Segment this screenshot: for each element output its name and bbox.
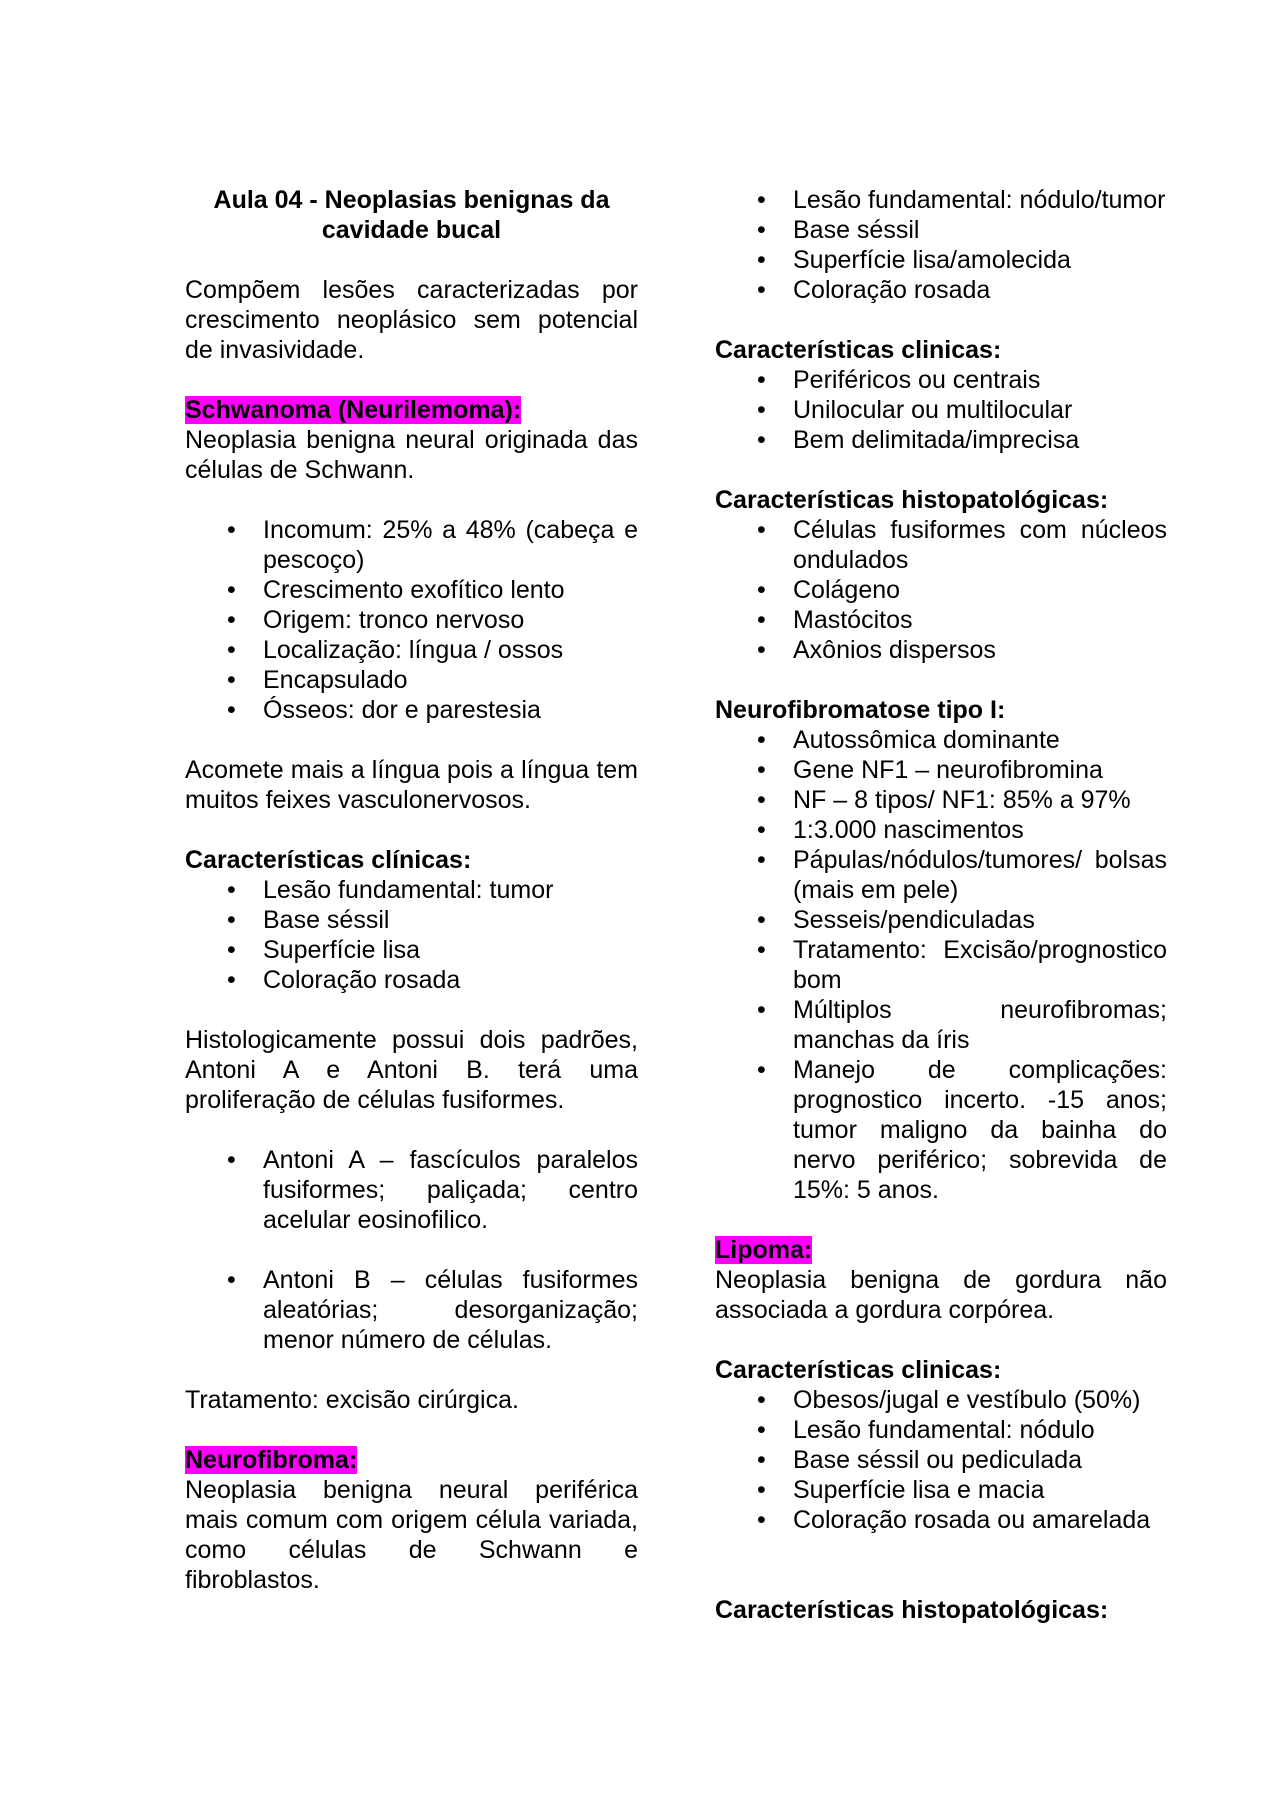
list-item: • Sesseis/pendiculadas: [715, 905, 1167, 935]
intro-paragraph: Compõem lesões caracterizadas por crescimento neoplásico sem potencial de invasividade.: [185, 276, 638, 364]
list-item: • Superfície lisa/amolecida: [715, 245, 1167, 275]
schwanoma-heading: Schwanoma (Neurilemoma):: [185, 396, 522, 424]
list-item: • Múltiplos neurofibromas; manchas da íris: [715, 995, 1167, 1055]
neurofibromatose-list: [715, 725, 1167, 1205]
right-histo-list: [715, 515, 1167, 665]
list-item: • Axônios dispersos: [715, 635, 1167, 665]
list-item: • Coloração rosada: [715, 275, 1167, 305]
antoni-a-list: [185, 1145, 638, 1235]
list-item: • Periféricos ou centrais: [715, 365, 1167, 395]
tratamento-paragraph: Tratamento: excisão cirúrgica.: [185, 1386, 519, 1414]
list-item: • Unilocular ou multilocular: [715, 395, 1167, 425]
list-item: • Colágeno: [715, 575, 1167, 605]
list-item: • Obesos/jugal e vestíbulo (50%): [715, 1385, 1167, 1415]
antoni-b-list: [185, 1265, 638, 1355]
list-item: • Mastócitos: [715, 605, 1167, 635]
list-item: • Superfície lisa e macia: [715, 1475, 1167, 1505]
list-item: • Pápulas/nódulos/tumores/ bolsas (mais em pele): [715, 845, 1167, 905]
neurofibroma-top-list: [715, 185, 1167, 305]
list-item: • Lesão fundamental: tumor: [185, 875, 638, 905]
histologia-paragraph: Histologicamente possui dois padrões, Antoni A e Antoni B. terá uma proliferação de células fusiformes.: [185, 1026, 638, 1114]
left-column: [185, 185, 638, 1595]
list-item: • Coloração rosada ou amarelada: [715, 1505, 1167, 1535]
list-item: • Lesão fundamental: nódulo/tumor: [715, 185, 1167, 215]
list-item: • Base séssil: [185, 905, 638, 935]
list-item: • Incomum: 25% a 48% (cabeça e pescoço): [185, 515, 638, 575]
lipoma-clinicas-list: [715, 1385, 1167, 1535]
neurofibroma-heading: Neurofibroma:: [185, 1446, 358, 1474]
list-item: • Encapsulado: [185, 665, 638, 695]
list-item: • Crescimento exofítico lento: [185, 575, 638, 605]
list-item: • Antoni B – células fusiformes aleatórias; desorganização; menor número de células.: [185, 1265, 638, 1355]
list-item: • Base séssil ou pediculada: [715, 1445, 1167, 1475]
list-item: • Ósseos: dor e parestesia: [185, 695, 638, 725]
clinicas-list: [185, 875, 638, 995]
lipoma-clinicas-heading: Características clinicas:: [715, 1356, 1002, 1384]
neurofibroma-description: Neoplasia benigna neural periférica mais comum com origem célula variada, como células de Schwann e fibroblastos.: [185, 1476, 638, 1594]
list-item: • Lesão fundamental: nódulo: [715, 1415, 1167, 1445]
schwanoma-description: Neoplasia benigna neural originada das células de Schwann.: [185, 426, 638, 484]
schwanoma-list: [185, 515, 638, 725]
list-item: • Tratamento: Excisão/prognostico bom: [715, 935, 1167, 995]
list-item: • Origem: tronco nervoso: [185, 605, 638, 635]
list-item: • Bem delimitada/imprecisa: [715, 425, 1167, 455]
list-item: • Gene NF1 – neurofibromina: [715, 755, 1167, 785]
list-item: • NF – 8 tipos/ NF1: 85% a 97%: [715, 785, 1167, 815]
list-item: • Manejo de complicações: prognostico incerto. -15 anos; tumor maligno da bainha do nervo periférico; sobrevida de 15%: 5 anos.: [715, 1055, 1167, 1205]
lipoma-description: Neoplasia benigna de gordura não associada a gordura corpórea.: [715, 1266, 1167, 1324]
list-item: • Localização: língua / ossos: [185, 635, 638, 665]
right-clinicas-list: [715, 365, 1167, 455]
list-item: • 1:3.000 nascimentos: [715, 815, 1167, 845]
right-clinicas-heading: Características clinicas:: [715, 336, 1002, 364]
right-column: [715, 185, 1167, 1625]
clinicas-heading: Características clínicas:: [185, 846, 472, 874]
list-item: • Antoni A – fascículos paralelos fusiformes; paliçada; centro acelular eosinofilico.: [185, 1145, 638, 1235]
list-item: • Células fusiformes com núcleos ondulados: [715, 515, 1167, 575]
list-item: • Base séssil: [715, 215, 1167, 245]
lingua-paragraph: Acomete mais a língua pois a língua tem muitos feixes vasculonervosos.: [185, 756, 638, 814]
list-item: • Superfície lisa: [185, 935, 638, 965]
right-histo-heading: Características histopatológicas:: [715, 486, 1109, 514]
list-item: • Autossômica dominante: [715, 725, 1167, 755]
lipoma-histo-heading: Características histopatológicas:: [715, 1596, 1109, 1624]
list-item: • Coloração rosada: [185, 965, 638, 995]
neurofibromatose-heading: Neurofibromatose tipo I:: [715, 696, 1006, 724]
document-title: Aula 04 - Neoplasias benignas da cavidade bucal: [213, 186, 610, 244]
lipoma-heading: Lipoma:: [715, 1236, 813, 1264]
